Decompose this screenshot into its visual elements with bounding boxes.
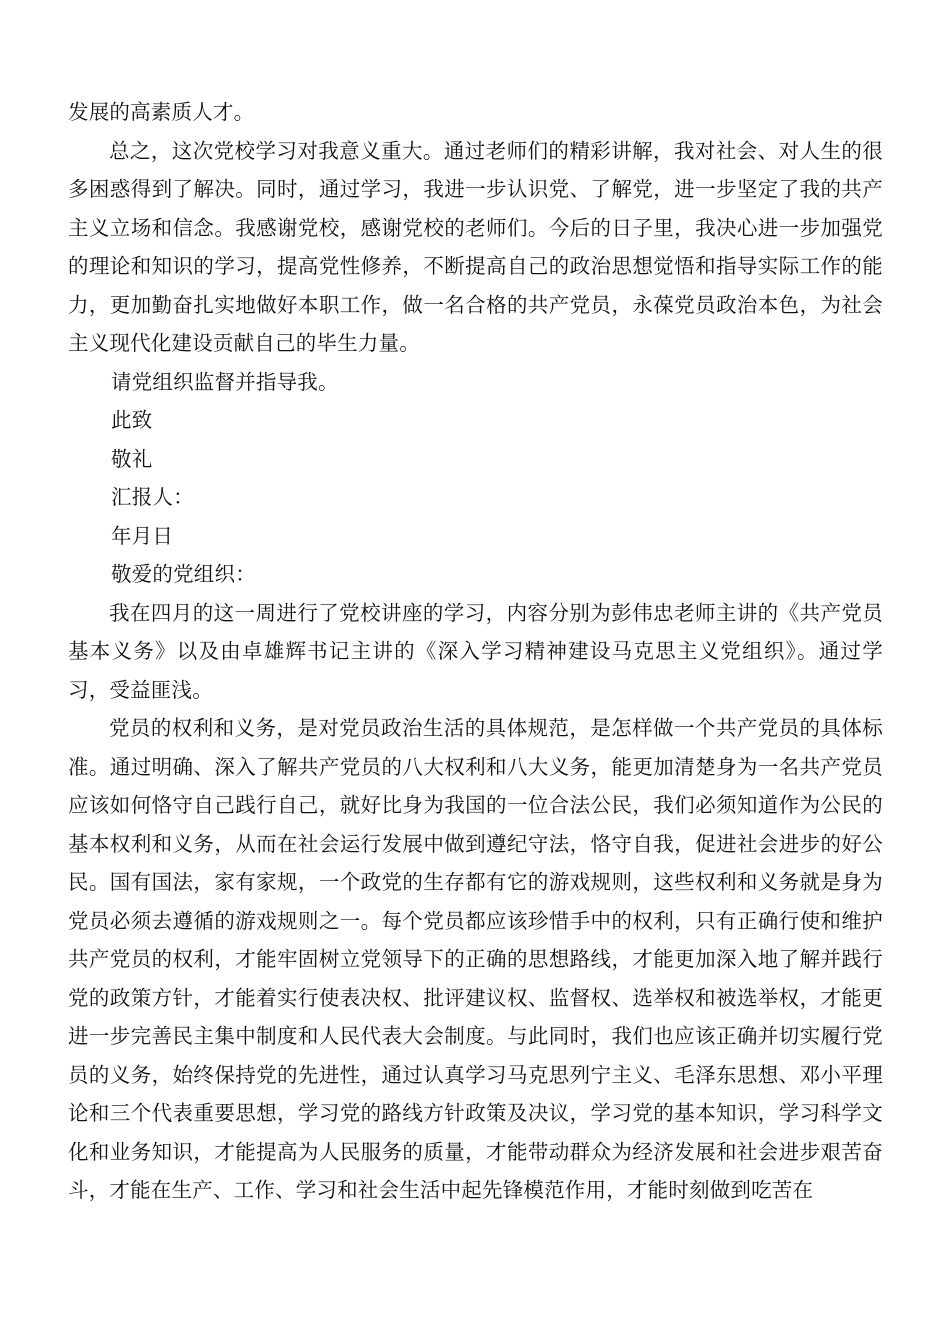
closing-regards: 敬礼: [111, 446, 153, 471]
document-page: [68, 93, 883, 1210]
closing-salutation: 此致: [111, 408, 153, 432]
paragraph-request: 请党组织监督并指导我。: [111, 369, 339, 394]
paragraph-continuation: 发展的高素质人才。: [68, 100, 255, 124]
paragraph-rights-duties: 党员的权利和义务，是对党员政治生活的具体规范，是怎样做一个共产党员的具体标准。通过明确、深入了解共产党员的八大权利和八大义务，能更加清楚身为一名共产党员应该如何恪守自己践行自己，就好比身为我国的一位合法公民，我们必须知道作为公民的基本权利和义务，从而在社会运行发展中做到遵纪守法，恪守自我，促进社会进步的好公民。国有国法，家有家规，一个政党的生存都有它的游戏规则，这些权利和义务就是身为党员必须去遵循的游戏规则之一。每个党员都应该珍惜手中的权利，只有正确行使和维护共产党员的权利，才能牢固树立党领导下的正确的思想路线，才能更加深入地了解并践行党的政策方针，才能着实行使表决权、批评建议权、监督权、选举权和被选举权，才能更进一步完善民主集中制度和人民代表大会制度。与此同时，我们也应该正确并切实履行党员的义务，始终保持党的先进性，通过认真学习马克思列宁主义、毛泽东思想、邓小平理论和三个代表重要思想，学习党的路线方针政策及决议，学习党的基本知识，学习科学文化和业务知识，才能提高为人民服务的质量，才能带动群众为经济发展和社会进步艰苦奋斗，才能在生产、工作、学习和社会生活中起先锋模范作用，才能时刻做到吃苦在: [68, 716, 883, 1202]
paragraph-summary: 总之，这次党校学习对我意义重大。通过老师们的精彩讲解，我对社会、对人生的很多困惑得到了解决。同时，通过学习，我进一步认识党、了解党，进一步坚定了我的共产主义立场和信念。我感谢党校，感谢党校的老师们。今后的日子里，我决心进一步加强党的理论和知识的学习，提高党性修养，不断提高自己的政治思想觉悟和指导实际工作的能力，更加勤奋扎实地做好本职工作，做一名合格的共产党员，永葆党员政治本色，为社会主义现代化建设贡献自己的毕生力量。: [68, 138, 883, 355]
date-label: 年月日: [111, 523, 174, 548]
paragraph-intro: 我在四月的这一周进行了党校讲座的学习，内容分别为彭伟忠老师主讲的《共产党员基本义务》以及由卓雄辉书记主讲的《深入学习精神建设马克思主义党组织》。通过学习，受益匪浅。: [68, 600, 883, 702]
reporter-label: 汇报人：: [111, 485, 194, 509]
letter-greeting: 敬爱的党组织：: [111, 562, 256, 586]
